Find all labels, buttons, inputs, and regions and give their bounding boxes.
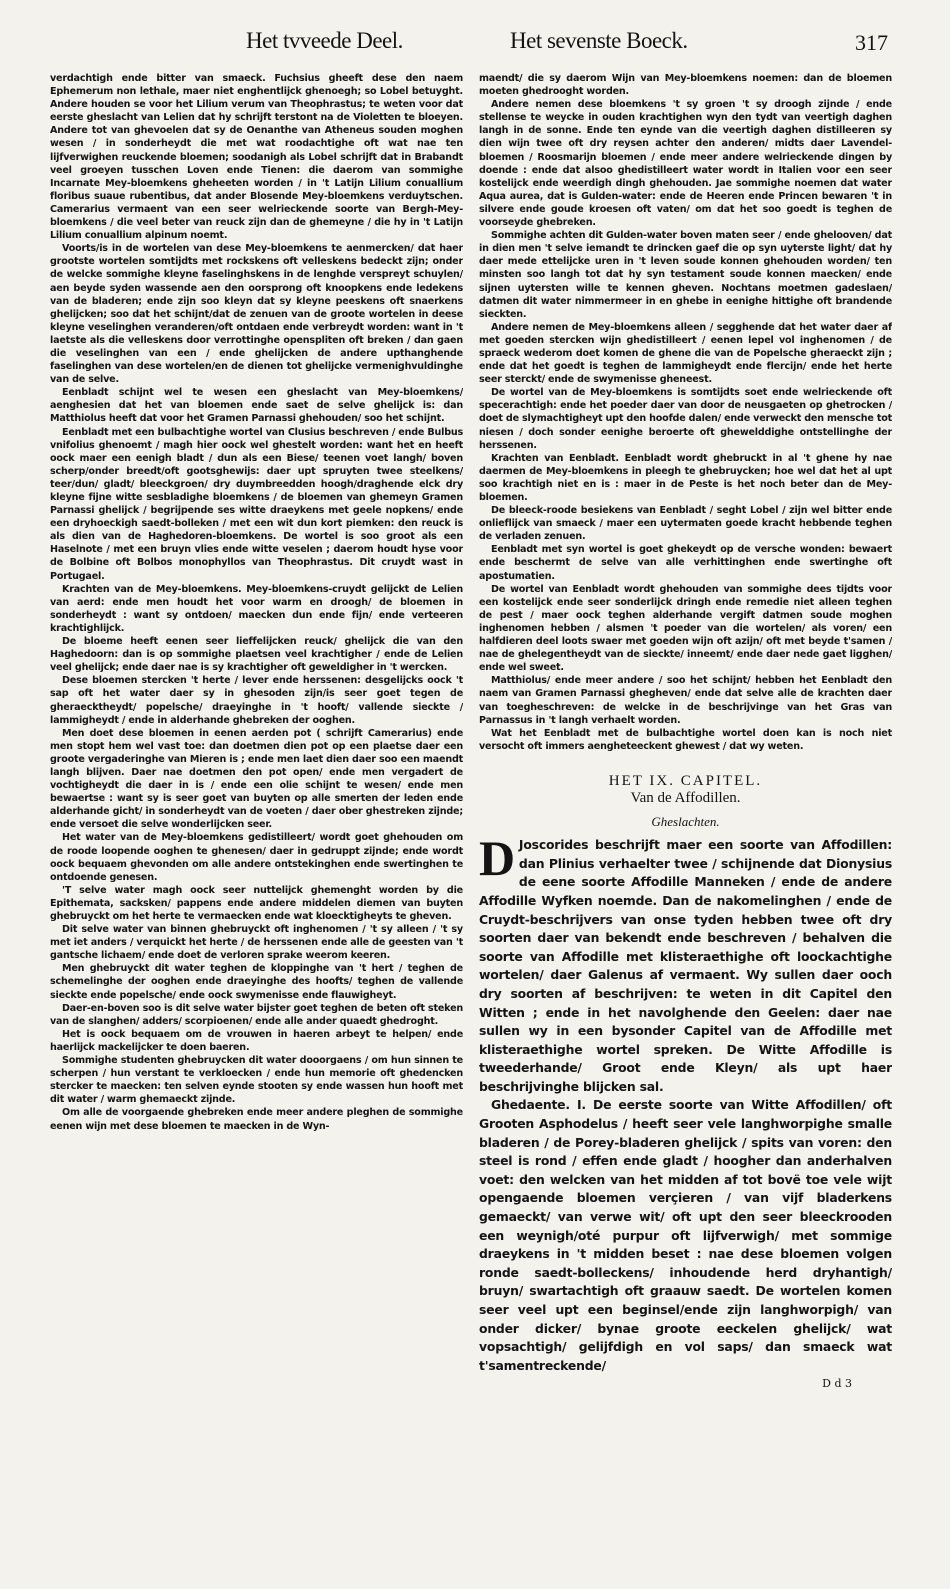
paragraph: De wortel van Eenbladt wordt ghehouden van sommighe dees tijdts voor een kostelijck ende seer sonderlijck dringh ende remedie niet alleen teghen de pest / maer oock teghen alderhande vergift datmen soude moghen inghenomen hebben / alsmen 't poeder van die wortelen/ als voren/ een halfdieren deel loots swaer met goeden wijn oft azijn/ oft met beyde t'samen / nae de ghelegentheydt van de sieckte/ inneemt/ ende daer nede gaet ligghen/ ende wel sweet.: [479, 583, 892, 674]
header-book-title: Het sevenste Boeck.: [510, 28, 688, 53]
paragraph: Het is oock bequaem om de vrouwen in haeren arbeyt te helpen/ ende haerlijck mackelijcker te doen baeren.: [50, 1028, 463, 1053]
paragraph: Men doet dese bloemen in eenen aerden pot ( schrijft Camerarius) ende men stopt hem wel vast toe: dan doetmen dien pot op een plaetse daer een groote vergaderinghe van Mieren is ; ende men laet dien daer soo een maendt langh blijven. Daer nae doetmen den pot open/ ende men vergadert de vochtigheydt die daer in is / ende een olie schijnt te wesen/ ende men bewaertse : want sy is seer goet van buyten op alle smerten der leden ende alderhande gicht/ in sonderheydt van de voeten / daer ober ghestreken zijnde; ende versoet die selve wonderlijcken seer.: [50, 727, 463, 831]
paragraph: Sommighe achten dit Gulden-water boven maten seer / ende ghelooven/ dat in dien men 't selve iemandt te drincken gaef die op syn uyterste light/ dat hy daer mede ettelijcke uren in 't leven soude konnen ghehouden worden/ ten minsten soo langh tot dat hy syn testament soude konnen maecken/ ende sijnen uytersten wille te kennen gheven. Nochtans moetmen gadeslaen/ datmen dit water nimmermeer in en ghebe in eenighe hittighe oft brandende sieckten.: [479, 230, 892, 320]
paragraph: maendt/ die sy daerom Wijn van Mey-bloemkens noemen: dan de bloemen moeten ghedrooght worden.: [479, 73, 892, 98]
paragraph: Het water van de Mey-bloemkens gedistilleert/ wordt goet ghehouden om de roode loopende ooghen te ghenesen/ daer in gedruppt zijnde; ende wordt oock bequaem ghevonden om alle andere ontstekinghen ende swertinghen te ontdoende genesen.: [50, 832, 463, 883]
paragraph: Om alle de voorgaende ghebreken ende meer andere pleghen de sommighe eenen wijn met dese bloemen te maecken in de Wyn-: [50, 1107, 463, 1132]
paragraph: Eenbladt met een bulbachtighe wortel van Clusius beschreven / ende Bulbus vnifolius ghenoemt / magh hier oock wel ghestelt worden: want het en heeft oock maer een eenigh bladt / dun als een Biese/ teenen voet langh/ boven scherp/onder breedt/oft gootsghewijs: daer upt spruyten twee steelkens/ teer/dun/ gladt/ bleeckgroen/ dry duymbreedden hoogh/draghende elck dry kleyne fijne witte sesbladighe bloemkens / de bloemen van ghemeyn Gramen Parnassi ghelijck / begrijpende ses witte draeykens met geele nopkens/ ende een dryhoeckigh saedt-bolleken / met een wit dun kort piemken: den reuck is als dien van de Haghedoren-bloemkens. De wortel is soo groot als een Haselnote / met een bruyn vlies ende witte veselen ; daerom houdt hyse voor de Bolbine oft Bolbos monophyllos van Theophrastus. Dit cruydt wast in Portugael.: [50, 426, 463, 582]
paragraph: Krachten van Eenbladt. Eenbladt wordt ghebruckt in al 't ghene hy nae daermen de Mey-bloemkens in pleegh te ghebruycken; hoe wel dat het al upt soo krachtigh niet en is : maer in de Peste is het noch beter dan de Mey-bloemen.: [479, 452, 892, 503]
paragraph: Eenbladt met syn wortel is goet ghekeydt op de versche wonden: bewaert ende beschermt de selve van alle verhittinghen ende swertinghe oft apostumatien.: [479, 544, 892, 582]
chapter-title: HET IX. CAPITEL.: [608, 772, 763, 789]
paragraph: Eenbladt schijnt wel te wesen een gheslacht van Mey-bloemkens/ aenghesien dat het van bloemen ende saet de selve ghelijck is: dan Matthiolus heeft dat voor het Gramen Parnassi ghehouden/ soo het schijnt.: [50, 387, 463, 425]
paragraph: Matthiolus/ ende meer andere / soo het schijnt/ hebben het Eenbladt den naem van Gramen Parnassi ghegheven/ ende dat selve alle de krachten daer van toegheschreven: de welcke in de beschrijvinge van het Gras van Parnassus in 't langh verhaelt worden.: [479, 675, 892, 726]
paragraph: Dit selve water van binnen ghebruyckt oft inghenomen / 't sy alleen / 't sy met iet anders / verquickt het herte / de herssenen ende alle de geesten van 't gantsche lichaem/ ende doet de verloren sprake weerom keeren.: [50, 924, 463, 962]
left-column: [50, 72, 463, 1390]
paragraph-text: Joscorides beschrijft maer een soorte van Affodillen: dan Plinius verhaelter twee / schijnende dat Dionysius de eene soorte Affodille Manneken / ende de andere Affodille Wyfken noemde. Dan de nakomelinghen / ende de Cruydt-beschrijvers van onse tyden hebben twee oft dry soorten daer van bekendt ende beschreven / behalven die soorte van Affodille met klisteraethighe oft loockachtighe wortelen/ daer Galenus af vermaent. Wy sullen daer ooch dry soorten af beschrijven: te weten in dit Capitel den Witten ; ende in het navolghende den Geelen: daer nae sullen wy in een bysonder Capitel van de Affodille met klisteraethighe wortel spreken. De Witte Affodille is tweederhande/ Groot ende Kleyn/ als upt haer beschrijvinghe blijcken sal.: [479, 837, 892, 1094]
paragraph: Wat het Eenbladt met de bulbachtighe wortel doen kan is noch niet versocht oft immers aengheteeckent ghewest / dat wy weten.: [479, 727, 892, 752]
paragraph: 'T selve water magh oock seer nuttelijck ghemenght worden by die Epithemata, sacksken/ pappens ende andere middelen diemen van buyten ghebruyckt om het herte te vermaecken ende wat kloecktigheyts te gheven.: [50, 884, 463, 922]
paragraph: Daer-en-boven soo is dit selve water bijster goet teghen de beten oft steken van de slanghen/ adders/ scorpioenen/ ende alle ander quaedt ghedroght.: [50, 1002, 463, 1027]
paragraph: De wortel van de Mey-bloemkens is somtijdts soet ende welrieckende oft specerachtigh: ende het poeder daer van door de neusgaeten op ghetrocken / doet de slymachtigheyt upt den hoofde dalen/ ende verweckt den mensche tot niesen / doch sonder eenighe beroerte oft ghewelddighe ontstellinghe der herssenen.: [479, 387, 892, 451]
paragraph: Ghedaente. I. De eerste soorte van Witte Affodillen/ oft Grooten Asphodelus / heeft seer vele langhworpighe smalle bladeren / de Porey-bladeren ghelijck / spits van voren: den steel is rond / effen ende gladt / hoogher dan anderhalven voet: den welcken van het midden af tot bovë toe vele wijt opengaende bloemen verçieren / van vijf bladerkens gemaeckt/ van verwe wit/ oft upt den seer bleeckrooden een weynigh/oté purpur oft lijfverwigh/ met sommige draeykens in 't midden beset : nae dese bloemen volgen ronde saedt-bolleckens/ inhoudende herd dryhantigh/ bruyn/ swartachtigh oft graauw saedt. De wortelen komen seer veel upt een beginsel/ende zijn langhworpigh/ van onder dicker/ bynae groote eeckelen ghelijck/ wat vopsachtigh/ gelijfdigh en vol saps/ dan smaeck wat t'samentreckende/: [479, 1097, 892, 1373]
paragraph: Men ghebruyckt dit water teghen de kloppinghe van 't hert / teghen de schemelinghe der ooghen ende draeyinghe des hoofts/ teghen de vallende sieckte ende popelsche/ ende oock swymenisse ende flauwigheyt.: [50, 963, 463, 1001]
page-number: 317: [855, 30, 888, 55]
header-part-title: Het tvveede Deel.: [246, 28, 403, 53]
chapter-intro-paragraph: [479, 830, 892, 1096]
paragraph: Andere nemen de Mey-bloemkens alleen / segghende dat het water daer af met goeden stercken wijn ghedistilleert / eenen lepel vol inghenomen / de spraeck wederom doet komen de ghene die van de Popelsche gheraeckt zijn ; ende dat het goedt is teghen de lammigheydt ende flercijn/ ende het herte seer sterckt/ ende de swymenisse gheneest.: [479, 321, 892, 386]
paragraph: Sommighe studenten ghebruycken dit water dooorgaens / om hun sinnen te scherpen / hun verstant te verkloecken / ende hun memorie oft ghedencken stercker te maecken: ten selven eynde stooten sy ende wassen hun hooft met dit water / warm ghemaeckt zijnde.: [50, 1055, 463, 1106]
paragraph: De bloeme heeft eenen seer lieffelijcken reuck/ ghelijck die van den Haghedoorn: dan is op sommighe plaetsen veel krachtigher / ende de Lelien veel ghelijck; ende daer nae is sy krachtigher oft geweldigher in 't wercken.: [50, 636, 463, 674]
right-column: [479, 72, 892, 1390]
paragraph: Dese bloemen stercken 't herte / lever ende herssenen: desgelijcks oock 't sap oft het water daer sy in ghesoden zijn/is seer goet tegen de gheraecktheydt/ popelsche/ draeyinghe in 't hooft/ vallende sieckte / lammigheydt / ende in alderhande ghebreken der ooghen.: [50, 675, 463, 726]
section-heading: Gheslachten.: [651, 814, 720, 830]
paragraph: verdachtigh ende bitter van smaeck. Fuchsius gheeft dese den naem Ephemerum non lethale, maer niet enghentlijck ghenoegh; so Lobel betuyght. Andere houden se voor het Lilium verum van Theophrastus; te weten voor dat eerste gheslacht van Lelien dat hy schrijft terstont na de Violetten te bloeyen. Andere tot van ghevoelen dat sy de Oenanthe van Atheneus souden moghen wesen / in sonderheydt die met wat roodachtighe oft wat nae ten lijfverwighen reuckende bloemen; soodanigh als Lobel schrijft dat in Brabandt veel groeyen tusschen Loven ende Tienen: die daerom van sommighe Incarnate Mey-bloemkens gheheeten worden / in 't Latijn Lilium conuallium floribus suaue rubentibus, dat ander Blosende Mey-bloemkens verduytschen. Camerarius vermaent van een seer welrieckende soorte van Bergh-Mey-bloemkens / die veel beter van reuck zijn dan de ghemeyne / die hy in 't Latijn Lilium conuallium alpinum noemt.: [50, 73, 463, 242]
paragraph: Andere nemen dese bloemkens 't sy groen 't sy droogh zijnde / ende stellense te weycke in ouden krachtighen wyn den tydt van veertigh daghen langh in de sonne. Ende ten eynde van die veertigh daghen distilleeren sy dien wijn twee oft dry reysen achter den anderen/ midts daer Lavendel-bloemen / Roosmarijn bloemen / ende meer andere welrieckende dingen by doende : ende dat alsoo ghedistilleert water wordt in Italien voor een seer kostelijck ende weerdigh dingh ghehouden. Jae sommighe noemen dat water Aqua aurea, dat is Gulden-water: ende de Heeren ende Princen bewaren 't in silvere ende goude kroesen oft vaten/ om dat het soo goedt is teghen de voorseyde ghebreken.: [479, 99, 892, 229]
paragraph: Voorts/is in de wortelen van dese Mey-bloemkens te aenmercken/ dat haer grootste wortelen somtijdts met rockskens oft velleskens bedeckt zijn; onder de welcke sommighe kleyne faselinghskens in de lenghde verspreyt schuylen/ aen beyde syden wassende aen den oorsprong oft knoopkens ende ledekens van de bladeren; ende zijn soo kleyn dat sy kleyne peeskens oft snaerkens ghelijcken; soo dat het schijnt/dat de zenuen van de groote wortelen in deese kleyne veselinghen veranderen/oft ontdaen ende verbreydt worden: want in 't laetste als die velleskens door verrottinghe openspliten oft breken / dan gaen die veselinghen van een / ende ghelijcken de andere upthanghende faselinghen van dese wortelen/en de dienen tot ghelijcke vermenighvuldinghe van de selve.: [50, 243, 463, 386]
paragraph: Krachten van de Mey-bloemkens. Mey-bloemkens-cruydt gelijckt de Lelien van aerd: ende men houdt het voor warm en droogh/ de bloemen in sonderheydt : want sy ontdoen/ maecken dun ende fijn/ ende verteeren krachtighlijck.: [50, 583, 463, 634]
signature-mark: D d 3: [822, 1377, 852, 1391]
running-header: [50, 26, 892, 60]
chapter-subtitle: Van de Affodillen.: [630, 789, 741, 806]
drop-capital: D: [479, 830, 515, 887]
paragraph: De bleeck-roode besiekens van Eenbladt / seght Lobel / zijn wel bitter ende onlieflijck van smaeck / maer een uytermaten goede kracht hebbende teghen de verladen zenuen.: [479, 505, 892, 543]
